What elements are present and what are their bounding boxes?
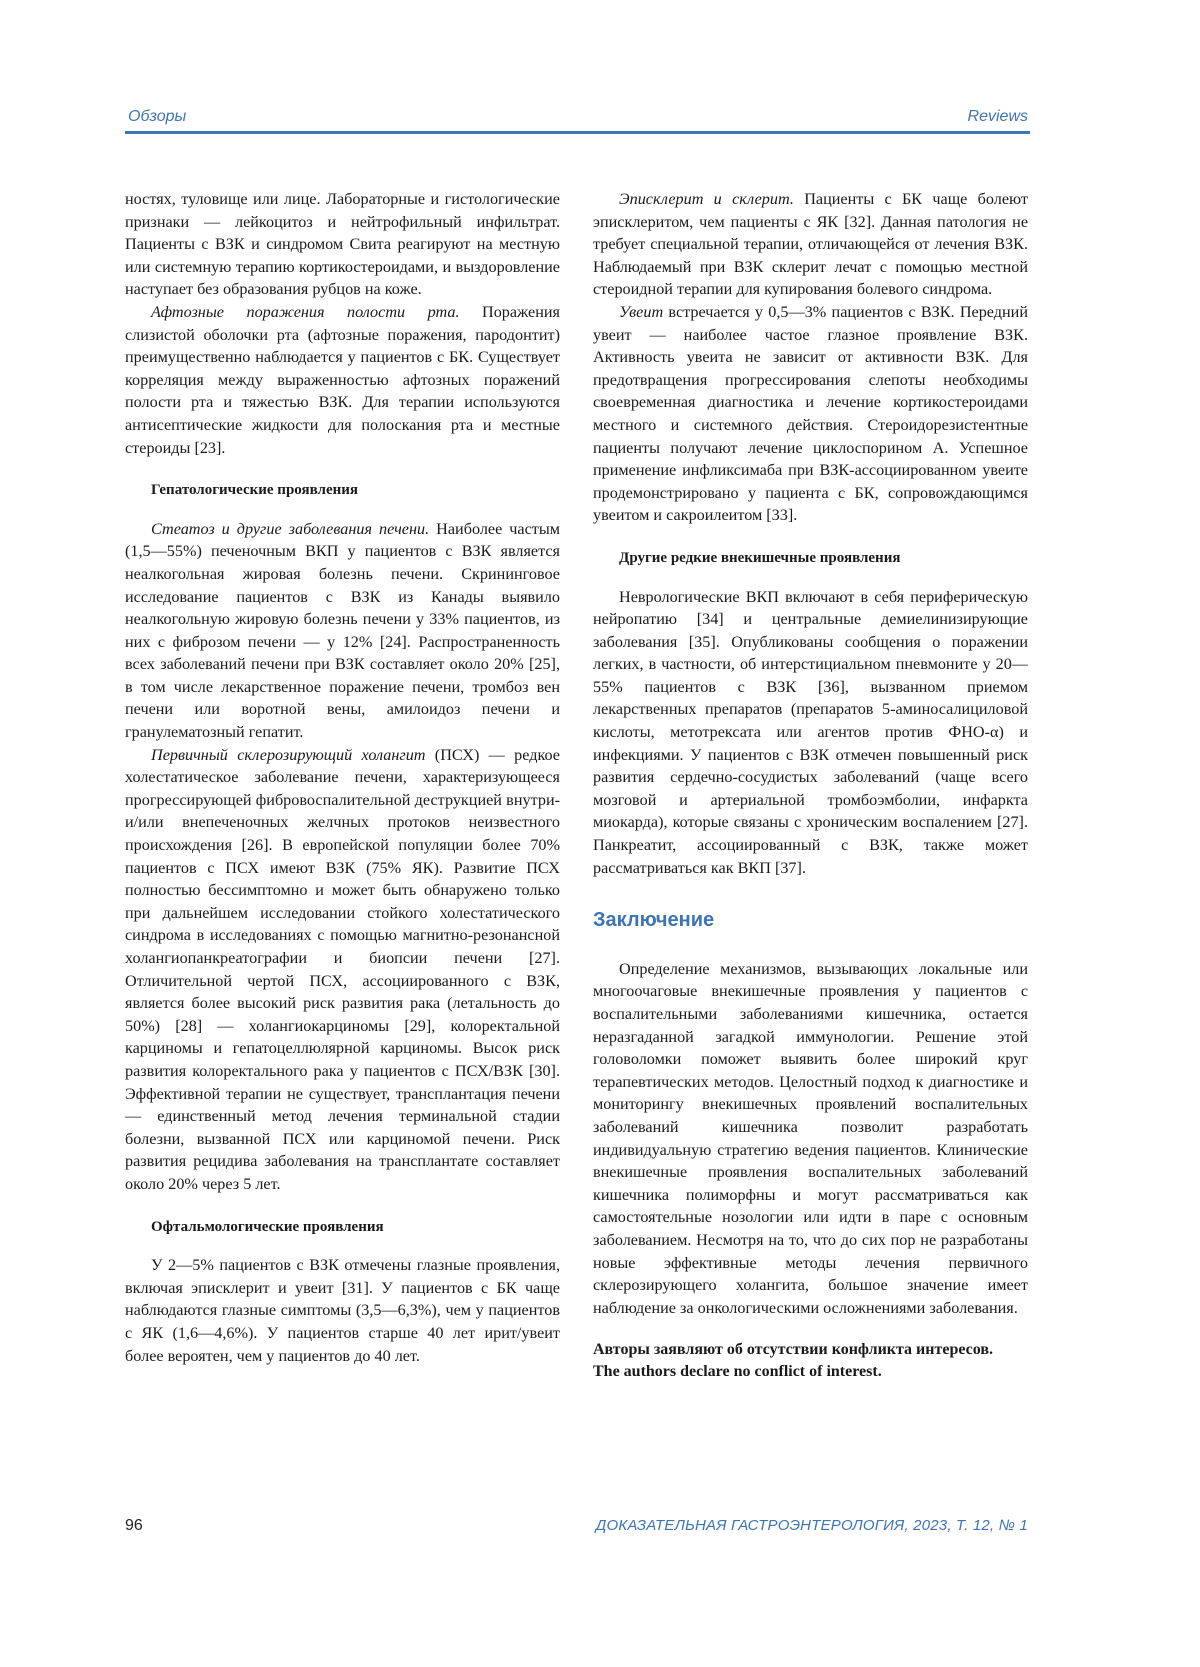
paragraph: У 2—5% пациентов с ВЗК отмечены глазные проявления, включая эписклерит и увеит [31]. У пациентов с БК чаще наблюдаются глазные симптомы (3,5—6,3%), чем у пациентов с ЯК (1,6—4,6%). У пациентов старше 40 лет ирит/увеит более вероятен, чем у пациентов до 40 лет. — [125, 1256, 560, 1365]
paragraph: Определение механизмов, вызывающих локальные или многоочаговые внекишечные проявления у пациентов с воспалительными заболеваниями кишечника, остается неразгаданной загадкой иммунологии. Решение этой головоломки поможет выявить более широкий круг терапевтических методов. Целостный подход к диагностике и мониторингу внекишечных проявлений воспалительных заболеваний кишечника позволит разработать индивидуальную стратегию ведения пациентов. Клинические внекишечные проявления воспалительных заболеваний кишечника полиморфны и могут рассматриваться как самостоятельные нозологии или идти в паре с основным заболеванием. Несмотря на то, что до сих пор не разработаны новые эффективные методы лечения первичного склерозирующего холангита, большое значение имеет наблюдение за онкологическими осложнениями заболевания. — [593, 959, 1028, 1317]
page-number: 96 — [125, 1517, 143, 1534]
subheading-rare: Другие редкие внекишечные проявления — [619, 549, 901, 566]
subheading-ophthalmology: Офтальмологические проявления — [151, 1218, 384, 1235]
header-rule — [125, 131, 1030, 134]
paragraph-lead: Эписклерит и склерит. — [619, 190, 794, 208]
paragraph-text: Пациенты с БК чаще болеют эписклеритом, чем пациенты с ЯК [32]. Данная патология не требует специальной терапии, отличающейся от лечения ВЗК. Наблюдаемый при ВЗК склерит лечат с помощью местной стероидной терапии для купирования болевого синдрома. — [593, 190, 1028, 299]
running-header — [128, 108, 1028, 130]
declaration-en: The authors declare no conflict of interest. — [593, 1363, 882, 1381]
header-section-en: Reviews — [967, 108, 1028, 125]
paragraph — [593, 301, 1028, 527]
conflict-declaration — [593, 1339, 1028, 1383]
paragraph-lead: Афтозные поражения полости рта. — [151, 302, 460, 321]
paragraph-lead: Стеатоз и другие заболевания печени. — [151, 519, 430, 538]
paragraph-text: Поражения слизистой оболочки рта (афтозные поражения, пародонтит) преимущественно наблюдается у пациентов с БК. Существует корреляция между выраженностью афтозных поражений полости рта и тяжестью ВЗК. Для терапии используются антисептические жидкости для полоскания рта и местные стероиды [23]. — [125, 302, 560, 457]
left-column — [125, 188, 560, 1367]
paragraph: ностях, туловище или лице. Лабораторные и гистологические признаки — лейкоцитоз и нейтрофильный инфильтрат. Пациенты с ВЗК и синдромом Свита реагируют на местную или системную терапию кортикостероидами, и выздоровление наступает без образования рубцов на коже. — [125, 190, 560, 299]
journal-citation: ДОКАЗАТЕЛЬНАЯ ГАСТРОЭНТЕРОЛОГИЯ, 2023, Т. 12, № 1 — [595, 1517, 1028, 1534]
subheading-hepatology: Гепатологические проявления — [151, 482, 358, 499]
paragraph-text: встречается у 0,5—3% пациентов с ВЗК. Передний увеит — наиболее частое глазное проявление ВЗК. Активность увеита не зависит от активности ВЗК. Для предотвращения прогрессирования слепоты необходимы своевременная диагностика и лечение кортикостероидами местного и системного действия. Стероидорезистентные пациенты получают лечение циклоспорином А. Успешное применение инфликсимаба при ВЗК-ассоциированном увеите продемонстрировано у пациента с БК, сопровождающимся увеитом и сакроилеитом [33]. — [593, 302, 1028, 525]
paragraph — [593, 188, 1028, 301]
paragraph-text: (ПСХ) — редкое холестатическое заболевание печени, характеризующееся прогрессирующей фибровоспалительной деструкцией внутри- и/или внепеченочных желчных протоков неизвестного происхождения [26]. В европейской популяции более 70% пациентов с ПСХ имеют ВЗК (75% ЯК). Развитие ПСХ полностью бессимптомно и может быть обнаружено только при дальнейшем исследовании стойкого холестатического синдрома в исследованиях с помощью магнитно-резонансной холангиопанкреатографии и биопсии печени [27]. Отличительной чертой ПСХ, ассоциированного с ВЗК, является более высокий риск развития рака (летальность до 50%) [28] — холангиокарциномы [29], колоректальной карциномы и гепатоцеллюлярной карциномы. Высок риск развития колоректального рака у пациентов с ПСХ/ВЗК [30]. Эффективной терапии не существует, трансплантация печени — единственный метод лечения терминальной стадии болезни, вызванной ПСХ или карциномой печени. Риск развития рецидива заболевания на трансплантате составляет около 20% через 5 лет. — [125, 745, 560, 1193]
section-title-conclusion: Заключение — [593, 909, 715, 932]
declaration-ru: Авторы заявляют об отсутствии конфликта интересов. — [593, 1341, 993, 1359]
paragraph — [125, 744, 560, 1196]
paragraph-lead: Увеит — [619, 302, 664, 321]
header-section-ru: Обзоры — [128, 108, 187, 125]
paragraph — [125, 518, 560, 744]
paragraph — [125, 301, 560, 459]
paragraph: Неврологические ВКП включают в себя периферическую нейропатию [34] и центральные демиелинизирующие заболевания [35]. Опубликованы сообщения о поражении легких, в частности, об интерстициальном пневмоните у 20—55% пациентов с ВЗК [36], вызванном приемом лекарственных препаратов (препаратов 5-аминосалициловой кислоты, метотрексата или агентов против ФНО-α) и инфекциями. У пациентов с ВЗК отмечен повышенный риск развития сердечно-сосудистых заболеваний (чаще всего мозговой и артериальной тромбоэмболии, инфаркта миокарда), которые связаны с хроническим воспалением [27]. Панкреатит, ассоциированный с ВЗК, также может рассматриваться как ВКП [37]. — [593, 587, 1028, 877]
right-column — [593, 188, 1028, 1383]
paragraph-lead: Первичный склерозирующий холангит — [151, 745, 426, 764]
paragraph-text: Наиболее частым (1,5—55%) печеночным ВКП у пациентов с ВЗК является неалкогольная жировая болезнь печени. Скрининговое исследование пациентов с ВЗК из Канады выявило неалкогольную жировую болезнь печени у 33% пациентов, из них с фиброзом печени — у 12% [24]. Распространенность всех заболеваний печени при ВЗК составляет около 20% [25], в том числе лекарственное поражение печени, тромбоз вен печени или воротной вены, амилоидоз печени и гранулематозный гепатит. — [125, 519, 560, 742]
